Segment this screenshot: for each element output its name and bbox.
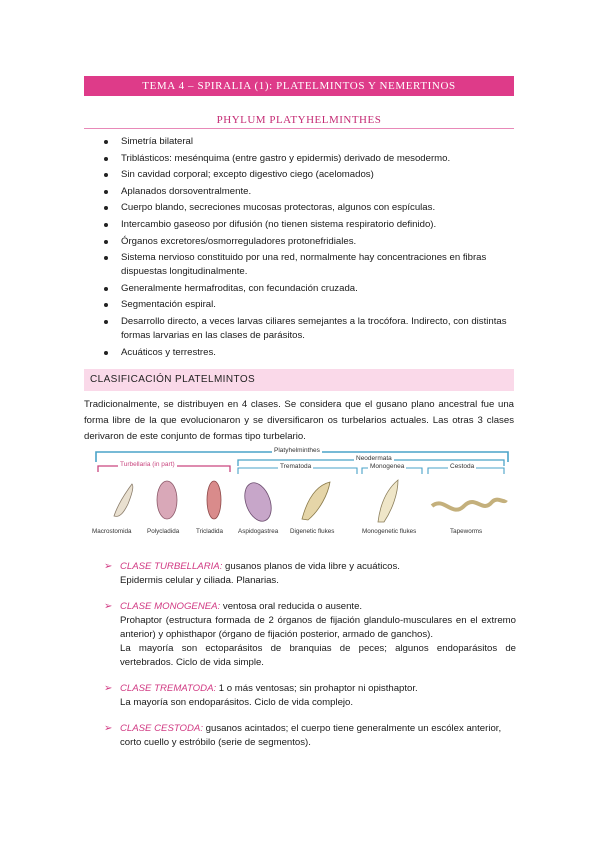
tricladida-drawing xyxy=(207,481,221,519)
class-item xyxy=(104,722,516,750)
class-name: CLASE TURBELLARIA: xyxy=(120,561,223,572)
classification-heading: CLASIFICACIÓN PLATELMINTOS xyxy=(84,369,514,391)
class-desc: ventosa oral reducida o ausente. xyxy=(220,601,363,612)
class-desc: 1 o más ventosas; sin prohaptor ni opisthaptor. xyxy=(216,683,418,694)
page-title: TEMA 4 – SPIRALIA (1): PLATELMINTOS Y NEMERTINOS xyxy=(84,76,514,96)
arrow-icon: ➢ xyxy=(104,561,113,572)
aspidogastrea-drawing xyxy=(240,479,276,525)
organism-label: Macrostomida xyxy=(92,528,132,535)
list-item: Segmentación espiral. xyxy=(104,298,516,312)
class-item xyxy=(104,682,516,710)
trematoda-label: Trematoda xyxy=(280,463,312,470)
class-extra: La mayoría son endoparásitos. Ciclo de vida complejo. xyxy=(120,697,354,708)
organism-label: Monogenetic flukes xyxy=(362,528,417,535)
monogenetic-fluke-drawing xyxy=(378,480,398,522)
list-item: Sin cavidad corporal; excepto digestivo ciego (acelomados) xyxy=(104,168,516,182)
phylum-heading: PHYLUM PLATYHELMINTHES xyxy=(216,114,382,126)
list-item: Triblásticos: mesénquima (entre gastro y epidermis) derivado de mesodermo. xyxy=(104,152,516,166)
organism-label: Tricladida xyxy=(196,528,224,535)
class-extra: Epidermis celular y ciliada. Planarias. xyxy=(120,575,279,586)
class-name: CLASE CESTODA: xyxy=(120,723,203,734)
class-name: CLASE TREMATODA: xyxy=(120,683,217,694)
class-name: CLASE MONOGENEA: xyxy=(120,601,221,612)
class-extra: La mayoría son ectoparásitos de branquias de peces; algunos endoparásitos de vertebrados. Ciclo de vida simple. xyxy=(120,643,516,668)
neodermata-label: Neodermata xyxy=(356,455,392,462)
platyhelminthes-label: Platyhelminthes xyxy=(274,447,320,454)
arrow-icon: ➢ xyxy=(104,601,113,612)
monogenea-label: Monogenea xyxy=(370,463,405,470)
list-item: Acuáticos y terrestres. xyxy=(104,346,516,360)
list-item: Sistema nervioso constituido por una red, normalmente hay concentraciones en fibras dispuestas longitudinalmente. xyxy=(104,251,516,279)
organism-label: Digenetic flukes xyxy=(290,528,335,535)
macrostomida-drawing xyxy=(114,484,133,516)
organism-label: Tapeworms xyxy=(450,528,483,535)
turbellaria-label: Turbellaria (in part) xyxy=(120,461,175,468)
organism-label: Aspidogastrea xyxy=(238,528,279,535)
list-item: Generalmente hermafroditas, con fecundación cruzada. xyxy=(104,282,516,296)
heading-divider xyxy=(84,128,514,129)
digenetic-fluke-drawing xyxy=(302,482,330,520)
class-item xyxy=(104,560,516,588)
tapeworm-drawing xyxy=(432,500,506,510)
list-item: Aplanados dorsoventralmente. xyxy=(104,185,516,199)
list-item: Cuerpo blando, secreciones mucosas protectoras, algunos con espículas. xyxy=(104,201,516,215)
class-extra: Prohaptor (estructura formada de 2 órganos de fijación glandulo-musculares en el extremo anterior) y ophisthapor (órgano de fijación posterior, armado de ganchos). xyxy=(120,615,516,640)
class-desc: gusanos planos de vida libre y acuáticos. xyxy=(222,561,400,572)
traits-list xyxy=(104,135,516,362)
organism-label: Polycladida xyxy=(147,528,180,535)
polycladida-drawing xyxy=(157,481,177,519)
class-desc: gusanos acintados; el cuerpo tiene generalmente un escólex anterior, corto cuello y estróbilo (serie de segmentos). xyxy=(120,723,502,748)
list-item: Desarrollo directo, a veces larvas ciliares semejantes a la trocófora. Indirecto, con distintas formas larvarias en las clases de parásitos. xyxy=(104,315,516,343)
list-item: Simetría bilateral xyxy=(104,135,516,149)
arrow-icon: ➢ xyxy=(104,683,113,694)
phylogeny-tree-svg xyxy=(92,444,512,536)
classes-list xyxy=(104,560,516,762)
arrow-icon: ➢ xyxy=(104,723,113,734)
phylogeny-figure xyxy=(92,444,512,536)
class-item xyxy=(104,600,516,670)
intro-paragraph: Tradicionalmente, se distribuyen en 4 clases. Se considera que el gusano plano ancestral fue una forma libre de la que evolucionaron y se diversificaron os turbelarios actuales. Las otras 3 clases derivaron de este conjunto de formas tipo turbelario. xyxy=(84,399,514,442)
cestoda-label: Cestoda xyxy=(450,463,475,470)
list-item: Órganos excretores/osmorreguladores protonefridiales. xyxy=(104,235,516,249)
list-item: Intercambio gaseoso por difusión (no tienen sistema respiratorio definido). xyxy=(104,218,516,232)
